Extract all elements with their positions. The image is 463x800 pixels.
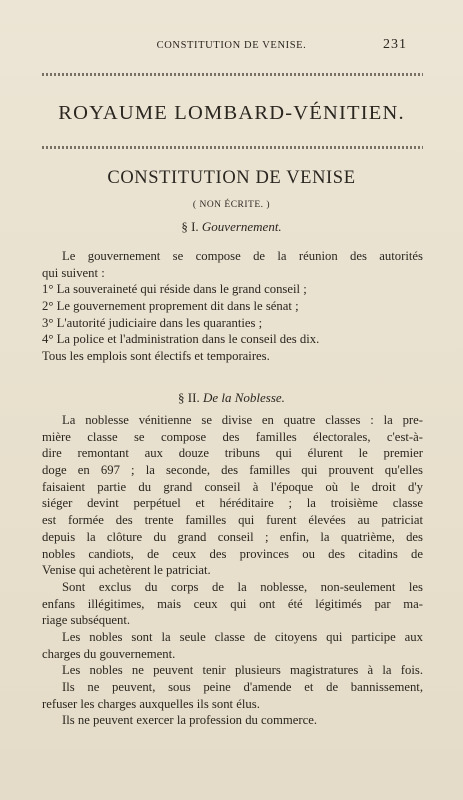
text-line: siéger devint perpétuel et héréditaire ; la troisième classe <box>42 496 423 511</box>
main-title: CONSTITUTION DE VENISE <box>107 168 356 188</box>
kingdom-heading: ROYAUME LOMBARD-VÉNITIEN. <box>58 102 405 124</box>
running-head-title: CONSTITUTION DE VENISE. <box>156 40 307 51</box>
text-line: Tous les emplois sont électifs et temporaires. <box>42 349 270 364</box>
text-line: 1° La souveraineté qui réside dans le grand conseil ; <box>42 282 307 297</box>
text-line: 4° La police et l'administration dans le conseil des dix. <box>42 332 320 347</box>
text-line: Le gouvernement se compose de la réunion des autorités <box>62 249 423 263</box>
section-2-body <box>42 412 423 729</box>
ornamental-rule-bottom <box>42 146 423 149</box>
text-line: Les nobles ne peuvent tenir plusieurs magistratures à la fois. <box>62 663 423 678</box>
text-line: Sont exclus du corps de la noblesse, non-seulement les <box>62 579 423 594</box>
section-1-heading <box>0 219 463 235</box>
text-line: refuser les charges auxquelles ils sont élus. <box>42 696 260 711</box>
text-line: 2° Le gouvernement proprement dit dans le sénat ; <box>42 299 299 314</box>
text-line: enfans illégitimes, mais ceux qui ont été légitimés par ma- <box>42 596 423 611</box>
text-line: Ils ne peuvent exercer la profession du commerce. <box>62 713 318 728</box>
text-line: mière classe se compose des familles électorales, c'est-à- <box>42 429 423 444</box>
text-line: riage subséquent. <box>42 613 131 628</box>
text-line: nobles candiots, de ceux des provinces ou des citadins de <box>42 546 423 561</box>
text-line: Les nobles sont la seule classe de citoyens qui participe aux <box>62 629 423 644</box>
text-line: est formée des trente familles qui furent élevées au patriciat <box>42 513 423 528</box>
text-line: 3° L'autorité judiciaire dans les quaranties ; <box>42 315 263 330</box>
text-line: Venise qui achetèrent le patriciat. <box>42 563 211 578</box>
subtitle: ( NON ÉCRITE. ) <box>192 200 271 210</box>
section-2-number: § II. <box>178 390 200 405</box>
text-line: faisaient partie du grand conseil à l'époque où le droit d'y <box>42 479 423 494</box>
text-line: charges du gouvernement. <box>42 646 176 661</box>
text-line: qui suivent : <box>42 265 105 280</box>
text-line: dire remontant aux douze tribuns qui élurent le premier <box>42 446 423 461</box>
text-line: depuis la clôture du grand conseil ; enfin, la quatrième, des <box>42 529 423 544</box>
running-head <box>0 37 463 56</box>
text-line: doge en 697 ; la seconde, des familles qui prouvent qu'elles <box>42 463 423 478</box>
page-number: 231 <box>383 37 407 52</box>
section-1-title: Gouvernement. <box>201 219 282 234</box>
text-line: La noblesse vénitienne se divise en quatre classes : la pre- <box>62 413 423 427</box>
section-2-heading <box>0 390 463 406</box>
section-1-number: § I. <box>181 219 199 234</box>
text-line: Ils ne peuvent, sous peine d'amende et de bannissement, <box>62 680 423 694</box>
ornamental-rule-top <box>42 73 423 76</box>
section-1-body <box>42 248 423 365</box>
section-2-title: De la Noblesse. <box>202 390 285 405</box>
